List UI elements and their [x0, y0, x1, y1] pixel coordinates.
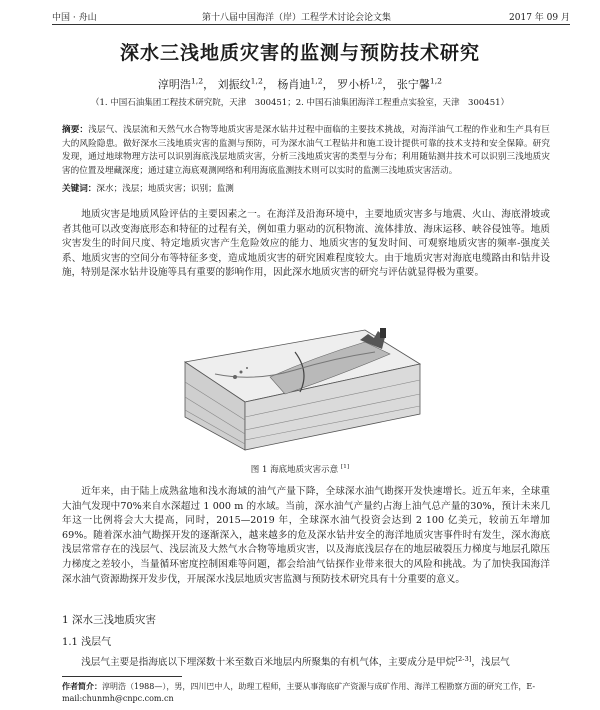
intro-paragraph: 地质灾害是地质风险评估的主要因素之一。在海洋及沿海环境中，主要地质灾害多与地震、火山、海底滑坡或者其他可以改变海底形态和特征的过程有关，例如重力驱动的沉积物流、流体排放、海床运移、峡谷侵蚀等。地质灾害发生的时间尺度、特定地质灾害产生危险效应的能力、地质灾害的复发时间、可观察地质灾害的频率-强度关系、地质灾害的空间分布等特征多变，造成地质灾害的研究困难程度较大。由于地质灾害对海底电缆路由和钻井设施，特别是深水钻井设施等具有重要的影响作用，因此深水地质灾害的研究与评估就显得极为重要。 [62, 209, 550, 279]
shallow-gas-tail: ，浅层气 [471, 657, 510, 669]
author-sup: 1,2 [190, 76, 204, 86]
figure-platform [380, 328, 386, 338]
author-sup: 1,2 [429, 76, 443, 86]
seafloor-geohazard-figure [175, 322, 425, 457]
author-footnote [62, 680, 550, 705]
keywords-label: 关键词： [62, 184, 97, 194]
footnote-rule [62, 676, 182, 677]
author-list: 淳明浩$^{1,2}$， 刘振纹$^{1,2}$， 杨肖迪$^{1,2}$， 罗小桥$^{1,2}$， 张宁馨$^{1,2}$ [157, 76, 443, 91]
background-paragraph: 近年来，由于陆上成熟盆地和浅水海域的油气产量下降，全球深水油气勘探开发快速增长。近五年来，全球重大油气发现中70%来自水深超过 1 000 m 的水域。当前，深水油气产量约占海上油气总产量的30%，预计未来几年这一比例将会大大提高，同时，2015—2019 年，全球深水油气投资会达到 2 100 亿美元，较前五年增加 69%。随着深水油气勘探开发的逐渐深入，越来越多的危及深水钻井安全的海洋地质灾害事件时有发生，深水海底浅层常常存在的浅层气、浅层流及大然气水合物等地质灾害，以及海底浅层存在的地层破裂压力梯度与地层孔隙压力梯度之差较小，当量循环密度控制困难等问题，都会给油气钻探作业带来很大的风险和挑战。为了加快我国海洋深水油气资源勘探开发步伐，开展深水浅层地质灾害监测与预防技术研究具有十分重要的意义。 [62, 486, 550, 585]
header-date: 2017 年 09 月 [509, 13, 570, 23]
subsection-heading: 1.1 浅层气 [62, 637, 112, 648]
paper-title: 深水三浅地质灾害的监测与预防技术研究 [119, 42, 480, 64]
running-header [52, 8, 570, 25]
keywords-text: 深水；浅层；地质灾害；识别；监测 [96, 184, 234, 194]
abstract [62, 124, 550, 178]
abstract-label: 摘要： [62, 125, 89, 135]
figure-gas-seep [246, 367, 248, 369]
affiliation: （1. 中国石油集团工程技术研究院，天津 300451；2. 中国石油集团海洋工程重点实验室，天津 300451） [90, 98, 510, 108]
section-heading: 1 深水三浅地质灾害 [62, 614, 157, 626]
author-name: 刘振纹 [217, 78, 251, 91]
footnote-label: 作者简介： [62, 681, 102, 691]
abstract-text: 浅层气、浅层流和天然气水合物等地质灾害是深水钻井过程中面临的主要技术挑战，对海洋油气工程的作业和生产具有巨大的风险隐患。做好深水三浅地质灾害的监测与预防，可为深水油气工程钻井和施工设计提供可靠的技术支持和安全保障。研究发现，通过地球物理方法可以识别海底浅层地质灾害，分析三浅地质灾害的类型与分布；利用随钻测井技术可以识别三浅地质灾害的位置及埋藏深度；通过建立海底观测网络和利用海底监测技术则可以实时的监测三浅地质灾害活动。 [62, 125, 550, 176]
author-name: 淳明浩 [157, 78, 191, 91]
keywords [62, 183, 550, 197]
header-proceedings: 第十八届中国海洋（岸）工程学术讨论会论文集 [202, 13, 392, 23]
author-sup: 1,2 [370, 76, 383, 86]
figure-gas-seep [233, 375, 237, 379]
author-sup: 1,2 [250, 76, 263, 86]
figure-caption-text: 图 1 海底地质灾害示意 [250, 465, 339, 475]
shallow-gas-citation: [2-3] [455, 655, 472, 663]
author-name: 张宁馨 [396, 78, 430, 91]
figure-citation: [1] [340, 463, 350, 471]
shallow-gas-paragraph [62, 652, 550, 671]
author-name: 杨肖迪 [277, 78, 311, 91]
figure-gas-seep [240, 371, 243, 374]
footnote-text: 淳明浩（1988—），男，四川巴中人，助理工程师，主要从事海底矿产资源与成矿作用、海洋工程勘察方面的研究工作，E-mail:chunmh@cnpc.com.cn [62, 682, 536, 703]
figure-caption [0, 463, 600, 475]
shallow-gas-text: 浅层气主要是指海底以下埋深数十米至数百米地层内所聚集的有机气体，主要成分是甲烷 [81, 657, 456, 669]
header-location: 中国 · 舟山 [52, 13, 97, 23]
author-sup: 1,2 [310, 76, 323, 86]
author-name: 罗小桥 [337, 78, 371, 91]
